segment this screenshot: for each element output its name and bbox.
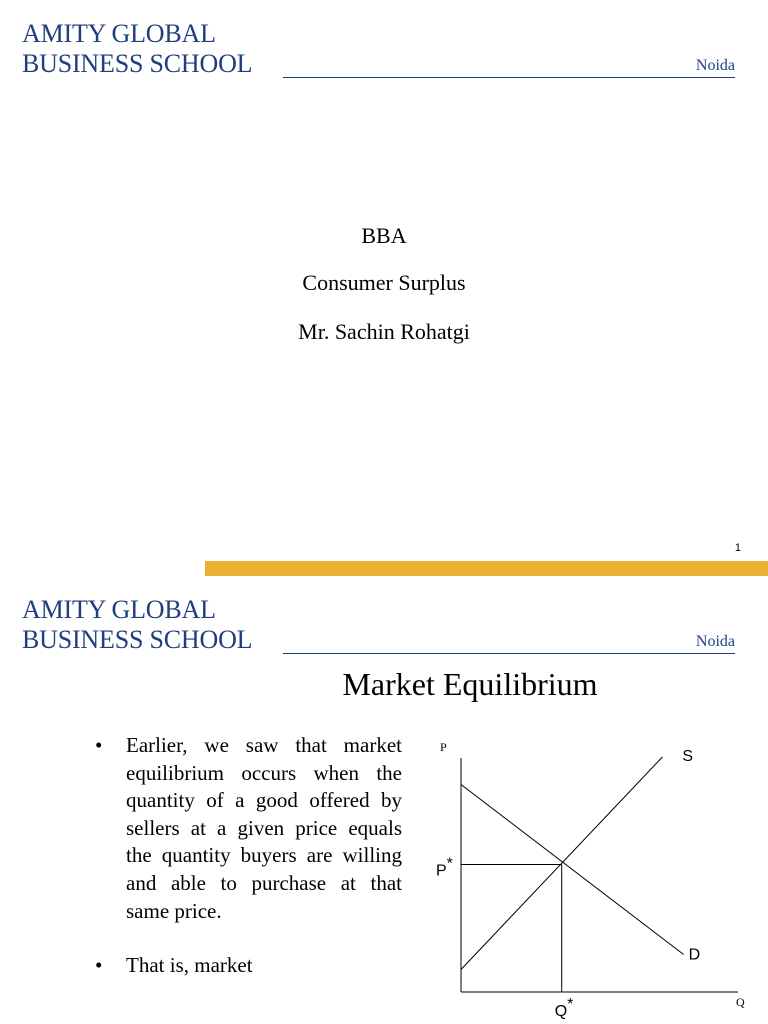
bullet-list — [95, 732, 402, 980]
header-rule — [283, 77, 735, 78]
header-rule — [283, 653, 735, 654]
accent-bar — [205, 561, 768, 576]
topic-title: Consumer Surplus — [302, 270, 466, 295]
brand-line-2: BUSINESS SCHOOL — [22, 49, 253, 78]
equilibrium-quantity-label: Q* — [554, 996, 574, 1020]
campus-label: Noida — [695, 57, 735, 74]
bullet-item — [95, 732, 402, 925]
equilibrium-chart — [420, 736, 760, 1024]
brand-name — [22, 19, 252, 79]
presenter-name: Mr. Sachin Rohatgi — [298, 319, 470, 344]
brand-line-1: AMITY GLOBAL — [22, 19, 216, 48]
slide-2 — [0, 576, 768, 1024]
bullet-text: That is, market — [126, 953, 253, 978]
brand-line-1: AMITY GLOBAL — [22, 595, 216, 624]
campus-label: Noida — [695, 633, 735, 650]
equilibrium-price-label: P* — [436, 855, 453, 880]
page-number: 1 — [734, 542, 741, 554]
demand-curve — [461, 785, 684, 955]
bullet-marker: • — [95, 733, 103, 757]
brand-line-2: BUSINESS SCHOOL — [22, 625, 253, 654]
bullet-text: Earlier, we saw that market equilibrium occurs when the quantity of a good offered by sellers at a given price equals the quantity buyers are willing and able to purchase at that same price. — [126, 733, 402, 923]
slide-heading: Market Equilibrium — [342, 666, 598, 702]
course-title: BBA — [361, 223, 407, 248]
demand-label: D — [688, 946, 701, 964]
bullet-item — [95, 952, 402, 980]
brand-name — [22, 595, 252, 655]
y-axis-label: P — [440, 740, 447, 754]
supply-label: S — [682, 748, 694, 765]
bullet-marker: • — [95, 953, 103, 978]
x-axis-label: Q — [736, 995, 745, 1009]
